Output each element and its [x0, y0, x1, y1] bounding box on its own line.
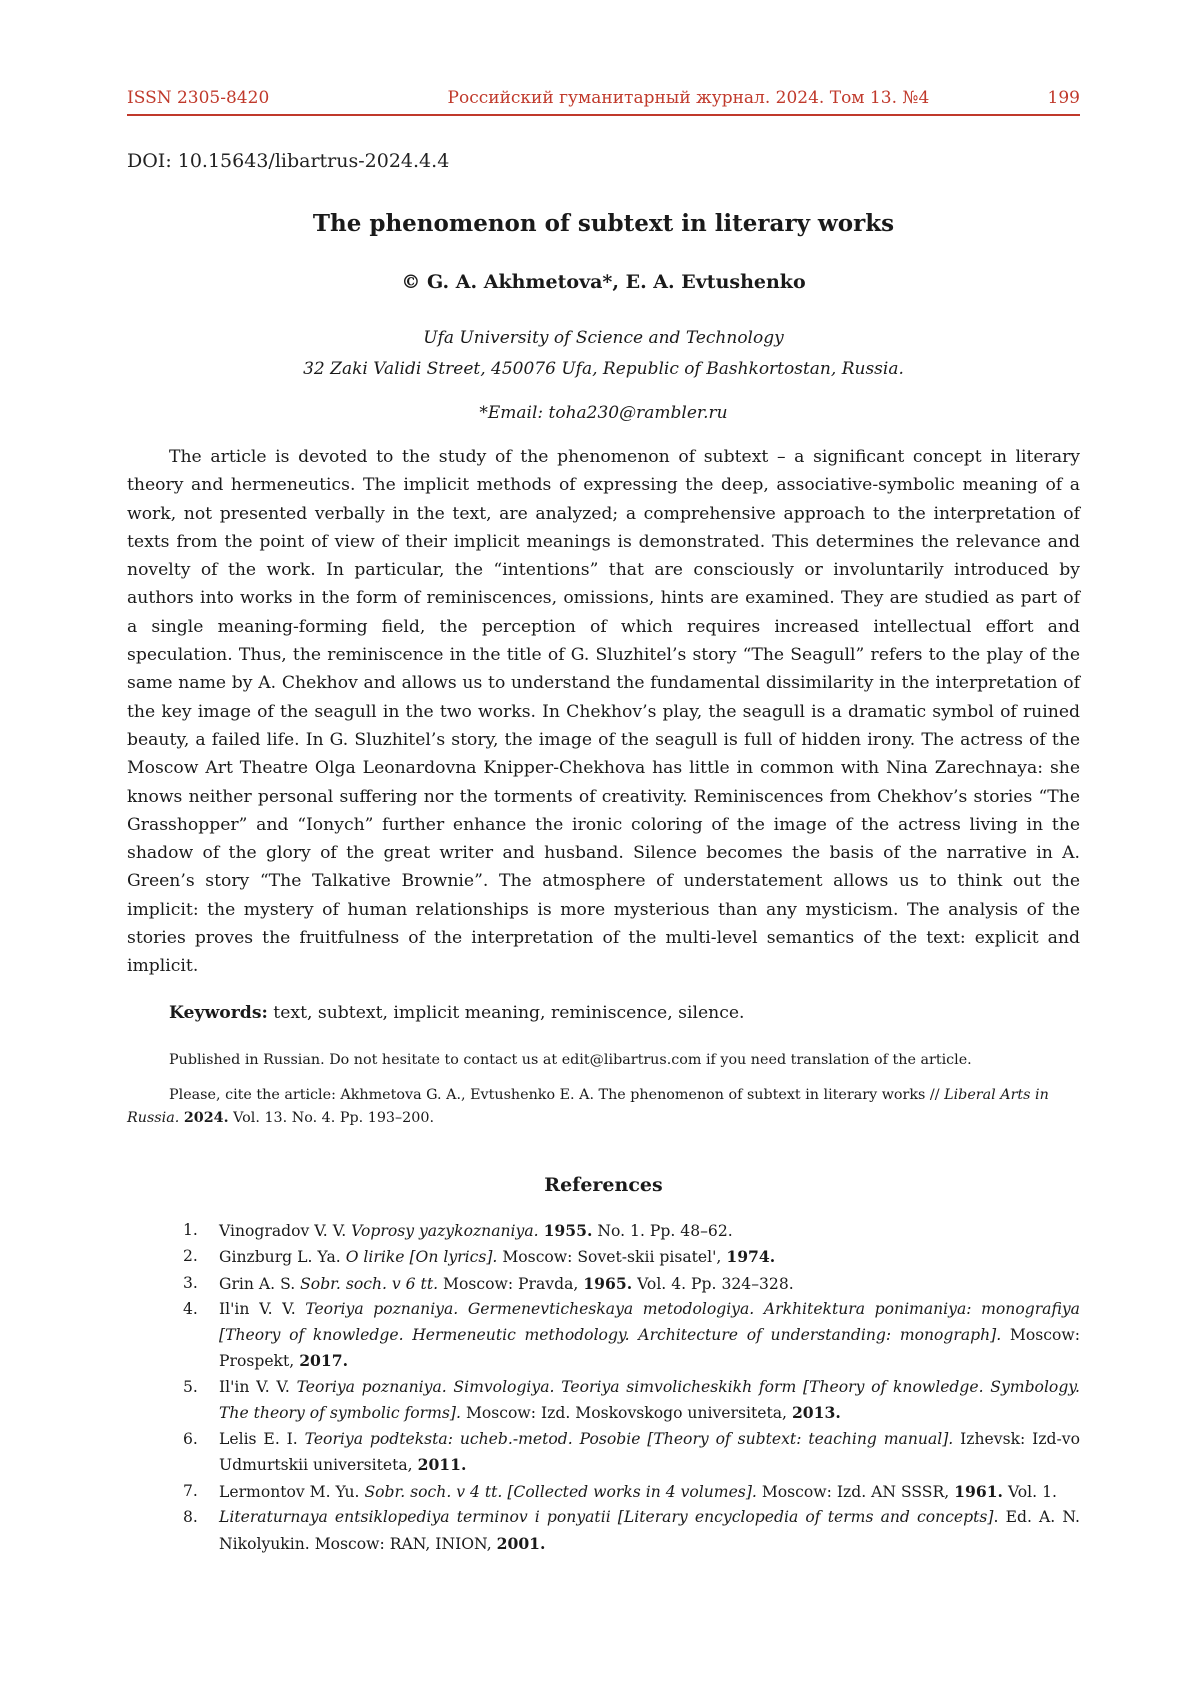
- affiliation-address: 32 Zaki Validi Street, 450076 Ufa, Republic of Bashkortostan, Russia.: [303, 359, 904, 379]
- reference-text: [219, 1244, 1080, 1271]
- reference-text: [219, 1297, 1080, 1375]
- reference-segment: Moscow: Izd. AN SSSR,: [756, 1482, 955, 1501]
- reference-segment: Vol. 4. Pp. 324–328.: [632, 1274, 794, 1293]
- reference-item: [127, 1244, 1080, 1271]
- running-header: [127, 88, 1080, 116]
- reference-segment: 1955.: [543, 1220, 593, 1240]
- reference-number: 5.: [183, 1377, 198, 1396]
- reference-segment: 2013.: [791, 1403, 841, 1423]
- affiliation-institution: Ufa University of Science and Technology: [423, 328, 784, 348]
- article-title: The phenomenon of subtext in literary works: [312, 210, 895, 237]
- journal-title: Российский гуманитарный журнал. 2024. Том 13. №4: [447, 88, 930, 108]
- reference-segment: . Ed. A. N. Nikolyukin. Moscow: RAN, INION,: [219, 1508, 1080, 1553]
- reference-text: [219, 1427, 1080, 1479]
- references-heading: References: [544, 1173, 663, 1196]
- reference-segment: 1961.: [954, 1481, 1003, 1501]
- reference-segment: Lelis E. I.: [219, 1429, 305, 1448]
- published-note: Published in Russian. Do not hesitate to contact us at edit@libartrus.com if you need translation of the article.: [169, 1051, 972, 1068]
- reference-segment: Moscow: Prospekt,: [219, 1325, 1080, 1371]
- reference-segment: Literaturnaya entsiklopediya terminov i ponyatii [Literary encyclopedia of terms and concepts]: [219, 1508, 994, 1527]
- reference-segment: 2001.: [496, 1533, 546, 1553]
- reference-segment: 2017.: [299, 1351, 349, 1371]
- reference-text: [219, 1271, 1080, 1298]
- authors: © G. A. Akhmetova*, E. A. Evtushenko: [401, 271, 806, 293]
- reference-segment: Il'in V. V.: [219, 1377, 297, 1396]
- reference-segment: Moscow: Sovet-skii pisatel',: [497, 1248, 727, 1267]
- author-email: *Email: toha230@rambler.ru: [479, 403, 728, 423]
- reference-segment: Voprosy yazykoznaniya.: [351, 1221, 539, 1240]
- reference-segment: Teoriya podteksta: ucheb.-metod. Posobie [Theory of subtext: teaching manual].: [304, 1429, 954, 1448]
- reference-segment: Grin A. S.: [219, 1274, 301, 1293]
- reference-segment: Sobr. soch. v 4 tt. [Collected works in 4 volumes].: [364, 1482, 757, 1501]
- reference-item: [127, 1271, 1080, 1298]
- reference-text: [219, 1479, 1080, 1506]
- reference-number: 4.: [183, 1300, 198, 1319]
- reference-segment: 1974.: [726, 1247, 776, 1267]
- reference-number: 7.: [183, 1481, 198, 1500]
- reference-item: [127, 1218, 1080, 1245]
- reference-item: [127, 1479, 1080, 1506]
- keywords: [127, 1003, 1080, 1023]
- reference-segment: Teoriya poznaniya. Germenevticheskaya metodologiya. Arkhitektura ponimaniya: monografiya [Theory of knowledge. Hermeneutic methodology. Architecture of understanding: monograph].: [219, 1300, 1080, 1344]
- reference-number: 3.: [183, 1273, 198, 1292]
- issn: ISSN 2305-8420: [127, 88, 270, 108]
- reference-item: [127, 1375, 1080, 1427]
- reference-segment: Vinogradov V. V.: [219, 1221, 352, 1240]
- reference-segment: Izhevsk: Izd-vo Udmurtskii universiteta,: [219, 1429, 1080, 1475]
- reference-segment: Teoriya poznaniya. Simvologiya. Teoriya simvolicheskikh form [Theory of knowledge. Symbology. The theory of symbolic forms].: [219, 1377, 1080, 1423]
- reference-segment: Sobr. soch. v 6 tt.: [300, 1274, 439, 1293]
- citation-journal: Liberal Arts in Russia.: [127, 1086, 1049, 1126]
- reference-segment: Lermontov M. Yu.: [219, 1482, 365, 1501]
- keywords-label: Keywords:: [169, 1002, 268, 1023]
- reference-item: [127, 1297, 1080, 1375]
- reference-segment: Vol. 1.: [1003, 1482, 1057, 1501]
- affiliation: [127, 323, 1080, 385]
- reference-number: 6.: [183, 1429, 198, 1448]
- abstract: The article is devoted to the study of the phenomenon of subtext – a significant concept in literary theory and hermeneutics. The implicit methods of expressing the deep, associative-symbolic meaning of a work, not presented verbally in the text, are analyzed; a comprehensive approach to the interpretation of texts from the point of view of their implicit meanings is demonstrated. This determines the relevance and novelty of the work. In particular, the “intentions” that are consciously or involuntarily introduced by authors into works in the form of reminiscences, omissions, hints are examined. They are studied as part of a single meaning-forming field, the perception of which requires increased intellectual effort and speculation. Thus, the reminiscence in the title of G. Sluzhitel’s story “The Seagull” refers to the play of the same name by A. Chekhov and allows us to understand the fundamental dissimilarity in the interpretation of the key image of the seagull in the two works. In Chekhov’s play, the seagull is a dramatic symbol of ruined beauty, a failed life. In G. Sluzhitel’s story, the image of the seagull is full of hidden irony. The actress of the Moscow Art Theatre Olga Leonardovna Knipper-Chekhova has little in common with Nina Zarechnaya: she knows neither personal suffering nor the torments of creativity. Reminiscences from Chekhov’s stories “The Grasshopper” and “Ionych” further enhance the ironic coloring of the image of the actress living in the shadow of the glory of the great writer and husband. Silence becomes the basis of the narrative in A. Green’s story “The Talkative Brownie”. The atmosphere of understatement allows us to think out the implicit: the mystery of human relationships is more mysterious than any mysticism. The analysis of the stories proves the fruitfulness of the interpretation of the multi-level semantics of the text: explicit and implicit.: [127, 447, 1080, 977]
- citation-note: [127, 1084, 1080, 1130]
- page-number: 199: [1047, 88, 1080, 108]
- reference-segment: Il'in V. V.: [219, 1300, 306, 1319]
- reference-number: 8.: [183, 1508, 198, 1527]
- reference-segment: No. 1. Pp. 48–62.: [592, 1221, 733, 1240]
- doi: DOI: 10.15643/libartrus-2024.4.4: [127, 150, 450, 172]
- reference-text: [219, 1505, 1080, 1557]
- reference-segment: Moscow: Izd. Moskovskogo universiteta,: [460, 1404, 792, 1423]
- article-page: [127, 88, 1080, 1557]
- references-list: [127, 1218, 1080, 1558]
- keywords-text: text, subtext, implicit meaning, reminiscence, silence.: [267, 1002, 745, 1023]
- reference-segment: Moscow: Pravda,: [438, 1274, 584, 1293]
- reference-text: [219, 1218, 1080, 1245]
- reference-segment: 2011.: [417, 1455, 467, 1475]
- reference-item: [127, 1427, 1080, 1479]
- citation-rest: Vol. 13. No. 4. Pp. 193–200.: [228, 1109, 435, 1126]
- citation-year: 2024.: [183, 1109, 229, 1126]
- reference-segment: Ginzburg L. Ya.: [219, 1248, 346, 1267]
- reference-segment: 1965.: [583, 1273, 633, 1293]
- reference-text: [219, 1375, 1080, 1427]
- reference-number: 2.: [183, 1247, 198, 1266]
- reference-segment: O lirike [On lyrics].: [345, 1248, 498, 1267]
- reference-item: [127, 1505, 1080, 1557]
- citation-prefix: Please, cite the article: Akhmetova G. A., Evtushenko E. A. The phenomenon of subtext in literary works //: [169, 1086, 945, 1103]
- reference-number: 1.: [183, 1220, 198, 1239]
